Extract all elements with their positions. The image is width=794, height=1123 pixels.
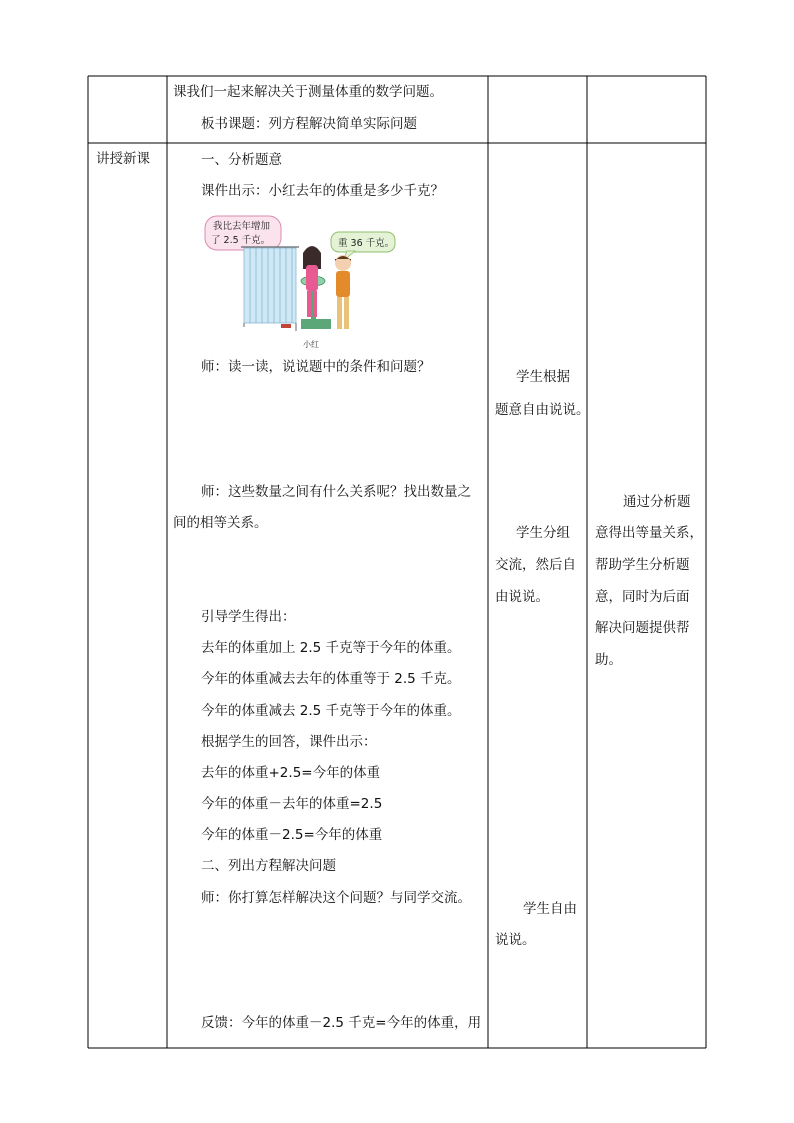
guide-heading: 引导学生得出：	[201, 609, 296, 625]
relation-2: 今年的体重减去去年的体重等于 2.5 千克。	[201, 671, 461, 687]
shower-curtain	[241, 247, 299, 331]
student-activity-2a: 学生分组	[516, 525, 570, 541]
student-activity-3a: 学生自由	[523, 901, 577, 917]
student-activity-2c: 由说说。	[495, 589, 549, 605]
feedback-line: 反馈：今年的体重－2.5 千克=今年的体重，用	[201, 1015, 482, 1031]
boy-bubble-text: 重 36 千克。	[338, 238, 395, 249]
student-activity-2b: 交流，然后自	[495, 557, 576, 573]
section-heading-1: 一、分析题意	[201, 152, 282, 168]
girl-bubble-line-2: 了 2.5 千克。	[211, 235, 271, 246]
teacher-ask: 师：你打算怎样解决这个问题？与同学交流。	[201, 890, 471, 906]
teacher-relation-line-2: 间的相等关系。	[173, 515, 268, 531]
row1-line-1: 课我们一起来解决关于测量体重的数学问题。	[173, 84, 443, 100]
formula-1: 去年的体重+2.5=今年的体重	[201, 765, 381, 781]
design-intent-3: 帮助学生分析题	[595, 557, 690, 573]
relation-3: 今年的体重减去 2.5 千克等于今年的体重。	[201, 703, 461, 719]
weighing-illustration	[197, 211, 409, 351]
student-activity-1a: 学生根据	[516, 369, 570, 385]
design-intent-6: 助。	[595, 652, 622, 668]
teacher-read-prompt: 师：读一读，说说题中的条件和问题？	[201, 359, 431, 375]
row1-line-2: 板书课题：列方程解决简单实际问题	[201, 116, 417, 132]
formula-2: 今年的体重－去年的体重=2.5	[201, 796, 383, 812]
section-label: 讲授新课	[96, 151, 150, 167]
section-heading-2: 二、列出方程解决问题	[201, 858, 336, 874]
design-intent-5: 解决问题提供帮	[595, 620, 690, 636]
teacher-relation-line-1: 师：这些数量之间有什么关系呢？找出数量之	[201, 484, 471, 500]
boy-figure	[335, 255, 351, 329]
girl-bubble-line-1: 我比去年增加	[213, 221, 271, 232]
courseware-prompt: 课件出示：小红去年的体重是多少千克？	[201, 183, 444, 199]
illustration-caption: 小红	[303, 340, 319, 349]
courseware-show-2: 根据学生的回答，课件出示：	[201, 734, 377, 750]
formula-3: 今年的体重－2.5=今年的体重	[201, 827, 383, 843]
student-activity-3b: 说说。	[495, 932, 536, 948]
design-intent-1: 通过分析题	[623, 494, 691, 510]
student-activity-1b: 题意自由说说。	[495, 402, 590, 418]
design-intent-4: 意，同时为后面	[595, 589, 690, 605]
relation-1: 去年的体重加上 2.5 千克等于今年的体重。	[201, 640, 461, 656]
design-intent-2: 意得出等量关系，	[595, 525, 703, 541]
